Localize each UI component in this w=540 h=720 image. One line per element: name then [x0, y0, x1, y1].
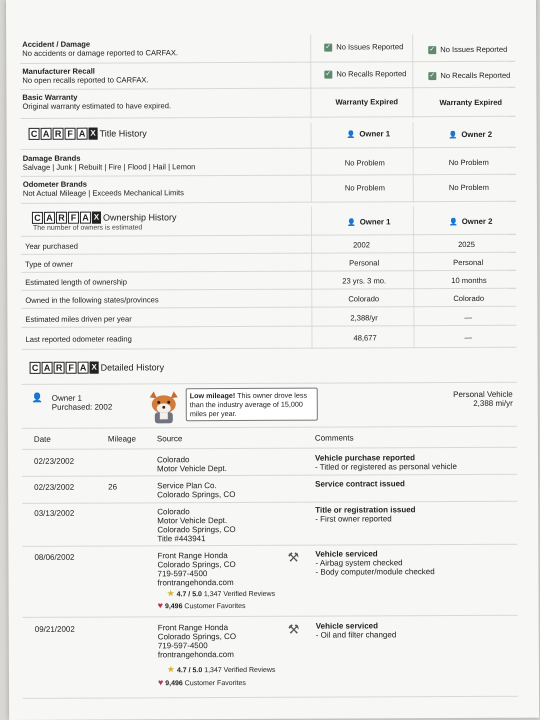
- odometer-reading-label: Last reported odometer reading: [25, 334, 132, 344]
- accident-desc: No accidents or damage reported to CARFAX.: [22, 48, 179, 58]
- record-2-mileage: 26: [108, 482, 118, 492]
- year-purchased-label: Year purchased: [25, 241, 79, 251]
- record-4-source: Front Range Honda Colorado Springs, CO 719-597-4500 frontrangehonda.com: [157, 551, 236, 588]
- record-3-source: Colorado Motor Vehicle Dept. Colorado Springs, CO Title #443941: [157, 507, 236, 544]
- warranty-owner2: Warranty Expired: [439, 97, 503, 108]
- ownership-history-heading: Ownership History: [102, 212, 177, 223]
- record-1-comments: Vehicle purchase reported - Titled or registered as personal vehicle: [314, 453, 457, 472]
- record-1-source: Colorado Motor Vehicle Dept.: [156, 455, 227, 474]
- detailed-history-heading: Detailed History: [100, 362, 165, 373]
- detailed-purchased: Purchased: 2002: [51, 402, 113, 412]
- odometer-owner1: No Problem: [344, 183, 385, 193]
- recall-owner2: ✓ No Recalls Reported: [429, 70, 511, 81]
- report-page: [6, 0, 539, 720]
- detailed-owner: Owner 1: [51, 393, 82, 403]
- owner-type-label: Type of owner: [25, 259, 73, 269]
- tools-icon: ⚒: [287, 621, 300, 637]
- recall-title: Manufacturer Recall: [22, 66, 95, 76]
- ownership-owner2-header: 👤 Owner 2: [448, 216, 493, 227]
- accident-owner2: ✓ No Issues Reported: [429, 44, 508, 55]
- recall-desc: No open recalls reported to CARFAX.: [22, 75, 149, 85]
- ownership-length-owner2: 10 months: [451, 275, 487, 286]
- miles-per-year-label: Estimated miles driven per year: [25, 314, 132, 324]
- person-icon: 👤: [346, 131, 356, 139]
- star-icon: ★: [166, 588, 175, 599]
- record-2-title: Service contract issued: [315, 479, 405, 489]
- odometer-brands-desc: Not Actual Mileage | Exceeds Mechanical Limits: [22, 188, 184, 198]
- record-5-source: Front Range Honda Colorado Springs, CO 719-597-4500 frontrangehonda.com: [157, 623, 237, 660]
- damage-owner1: No Problem: [344, 158, 385, 168]
- title-owner2-header: 👤 Owner 2: [448, 129, 493, 140]
- record-4-comments: Vehicle serviced - Airbag system checked - Body computer/module checked: [315, 549, 435, 577]
- recall-owner1: ✓ No Recalls Reported: [325, 69, 407, 79]
- damage-brands: [23, 153, 196, 172]
- record-5-favorites: ♥ 9,496 Customer Favorites: [157, 677, 246, 688]
- check-icon: ✓: [325, 43, 332, 51]
- ownership-length-label: Estimated length of ownership: [25, 277, 127, 287]
- owner-type-owner1: Personal: [349, 258, 380, 268]
- ownership-subheading: The number of owners is estimated: [32, 224, 143, 232]
- damage-owner2: No Problem: [448, 157, 489, 168]
- odometer-owner2: No Problem: [448, 182, 489, 193]
- person-icon: 👤: [346, 219, 356, 227]
- record-1-date: 02/23/2002: [33, 456, 75, 466]
- states-owner1: Colorado: [348, 294, 380, 304]
- warranty-title: Basic Warranty: [22, 92, 78, 102]
- tools-icon: ⚒: [287, 549, 300, 565]
- summary-accident: [22, 39, 178, 58]
- record-5-comments: Vehicle serviced - Oil and filter changed: [315, 621, 397, 640]
- accident-title: Accident / Damage: [22, 39, 91, 49]
- year-purchased-owner2: 2025: [458, 239, 475, 250]
- damage-brands-desc: Salvage | Junk | Rebuilt | Fire | Flood | Hail | Lemon: [22, 162, 196, 172]
- col-comments: Comments: [314, 433, 354, 443]
- miles-per-year-owner1: 2,388/yr: [350, 313, 378, 323]
- miles-per-year-owner2: —: [464, 312, 473, 323]
- vehicle-miles: 2,388 mi/yr: [473, 398, 513, 408]
- heart-icon: ♥: [157, 677, 164, 688]
- star-icon: ★: [166, 664, 176, 675]
- summary-recall: [22, 66, 148, 85]
- col-mileage: Mileage: [107, 434, 136, 444]
- col-source: Source: [156, 434, 183, 444]
- states-label: Owned in the following states/provinces: [25, 295, 159, 305]
- title-owner1-header: 👤 Owner 1: [346, 129, 391, 139]
- odometer-reading-owner2: —: [464, 332, 473, 343]
- accident-owner1: ✓ No Issues Reported: [325, 42, 404, 52]
- person-icon: 👤: [31, 392, 43, 403]
- odometer-brands-title: Odometer Brands: [22, 179, 87, 189]
- carfox-mascot-icon: [144, 391, 184, 425]
- record-2-source: Service Plan Co. Colorado Springs, CO: [157, 481, 236, 500]
- heart-icon: ♥: [157, 600, 164, 611]
- carfax-logo: C A R F A X: [32, 212, 101, 224]
- ownership-length-owner1: 23 yrs. 3 mo.: [342, 276, 387, 286]
- carfax-logo: C A R F A X: [29, 128, 98, 140]
- summary-warranty: [22, 92, 171, 111]
- record-4-date: 08/06/2002: [34, 552, 75, 562]
- title-history-heading: Title History: [99, 128, 147, 139]
- low-mileage-callout: Low mileage! This owner drove less than the industry average of 15,000 miles per year.: [186, 388, 318, 422]
- record-4-favorites: ♥ 9,496 Customer Favorites: [157, 600, 246, 611]
- warranty-desc: Original warranty estimated to have expired.: [22, 101, 172, 111]
- check-icon: ✓: [325, 70, 332, 78]
- vehicle-type: Personal Vehicle: [453, 389, 513, 400]
- col-date: Date: [33, 434, 51, 444]
- odometer-reading-owner1: 48,677: [353, 333, 377, 343]
- record-5-rating: ★ 4.7 / 5.0 1,347 Verified Reviews: [166, 664, 276, 675]
- owner-type-owner2: Personal: [453, 257, 484, 268]
- record-3-comments: Title or registration issued - First owner reported: [315, 505, 416, 524]
- states-owner2: Colorado: [453, 293, 485, 304]
- carfax-logo: C A R F A X: [30, 362, 99, 374]
- odometer-brands: [23, 179, 184, 198]
- record-3-date: 03/13/2002: [34, 508, 75, 518]
- damage-brands-title: Damage Brands: [22, 153, 81, 163]
- record-4-rating: ★ 4.7 / 5.0 1,347 Verified Reviews: [166, 588, 276, 599]
- person-icon: 👤: [448, 132, 458, 140]
- year-purchased-owner1: 2002: [353, 240, 370, 250]
- record-5-date: 09/21/2002: [34, 624, 75, 634]
- ownership-owner1-header: 👤 Owner 1: [346, 217, 391, 227]
- warranty-owner1: Warranty Expired: [335, 97, 399, 107]
- check-icon: ✓: [429, 46, 436, 54]
- person-icon: 👤: [448, 219, 458, 227]
- record-2-date: 02/23/2002: [34, 482, 75, 492]
- check-icon: ✓: [429, 72, 436, 80]
